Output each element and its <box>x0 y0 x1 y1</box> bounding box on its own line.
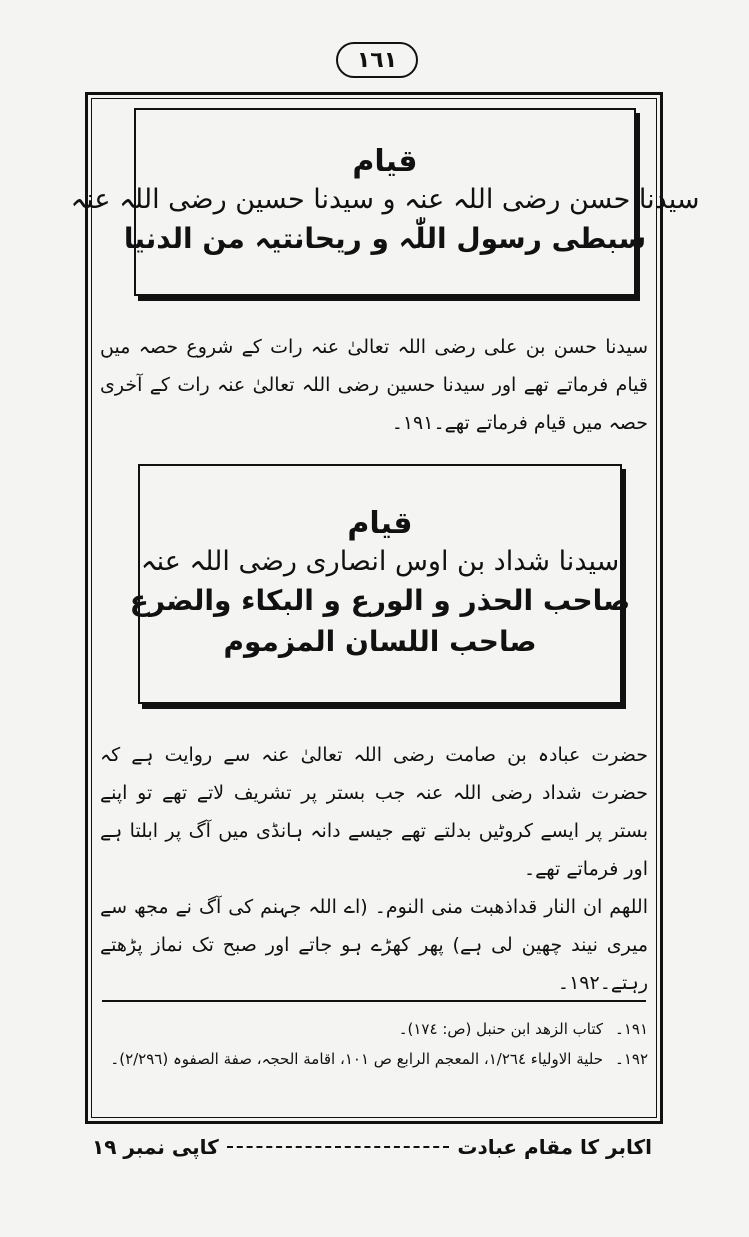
footnote-text: کتاب الزھد ابن حنبل (ص: ١٧٤)۔ <box>398 1020 604 1038</box>
heading-epithet-1: صاحب الحذر و الورع و البکاء والضرع <box>129 583 631 617</box>
heading-box-shaddad <box>129 464 631 704</box>
paragraph-shaddad <box>100 736 648 1002</box>
paragraph-text: حضرت عبادہ بن صامت رضی اللہ تعالیٰ عنہ سے روایت ہے کہ حضرت شداد رضی اللہ عنہ جب بستر پر تشریف لاتے تھے تو اپنے بستر پر ایسے کروٹیں بدلتے تھے جیسے دانہ ہانڈی میں آگ پر ابلتا ہے اور فرماتے تھے۔ <box>100 744 648 880</box>
paragraph-hasan-husain <box>100 328 648 442</box>
page-number: ١٦١ <box>336 42 418 78</box>
book-title: اکابر کا مقام عبادت <box>457 1135 652 1159</box>
footnote-divider <box>102 1000 646 1002</box>
footer-dash-line <box>227 1146 450 1148</box>
heading-names: سیدنا حسن رضی اللہ عنہ و سیدنا حسین رضی اللہ عنہ <box>70 184 700 216</box>
copy-number: کاپی نمبر ١٩ <box>92 1135 219 1159</box>
paragraph-dua: اللھم ان النار قداذھبت منی النوم۔ (اے اللہ جہنم کی آگ نے مجھ سے میری نیند چھین لی ہے) پھر کھڑے ہو جاتے اور صبح تک نماز پڑھتے رہتے۔١٩٢۔ <box>100 896 648 994</box>
heading-name: سیدنا شداد بن اوس انصاری رضی اللہ عنہ <box>140 545 620 577</box>
footnote-text: حلیة الاولیاء ١/٢٦٤، المعجم الرابع ص ١٠١، اقامة الحجہ، صفة الصفوہ (٢/٢٩٦)۔ <box>110 1050 604 1068</box>
footnote-191 <box>100 1014 648 1044</box>
heading-epithet: سبطی رسول اللّٰہ و ریحانتیہ من الدنیا <box>123 222 647 256</box>
heading-epithet-2: صاحب اللسان المزموم <box>223 624 537 658</box>
footnote-number: ١٩١۔ <box>615 1020 648 1038</box>
footnote-number: ١٩٢۔ <box>615 1050 648 1068</box>
paragraph-text: سیدنا حسن بن علی رضی اللہ تعالیٰ عنہ رات کے شروع حصہ میں قیام فرماتے تھے اور سیدنا حسین رضی اللہ تعالیٰ عنہ رات کے آخری حصہ میں قیام فرماتے تھے۔١٩١۔ <box>100 336 648 434</box>
heading-box-hasan-husain <box>70 108 700 296</box>
heading-title: قیام <box>352 144 418 180</box>
heading-title: قیام <box>347 505 413 541</box>
footnote-192 <box>100 1044 648 1074</box>
page-footer <box>92 1130 652 1164</box>
